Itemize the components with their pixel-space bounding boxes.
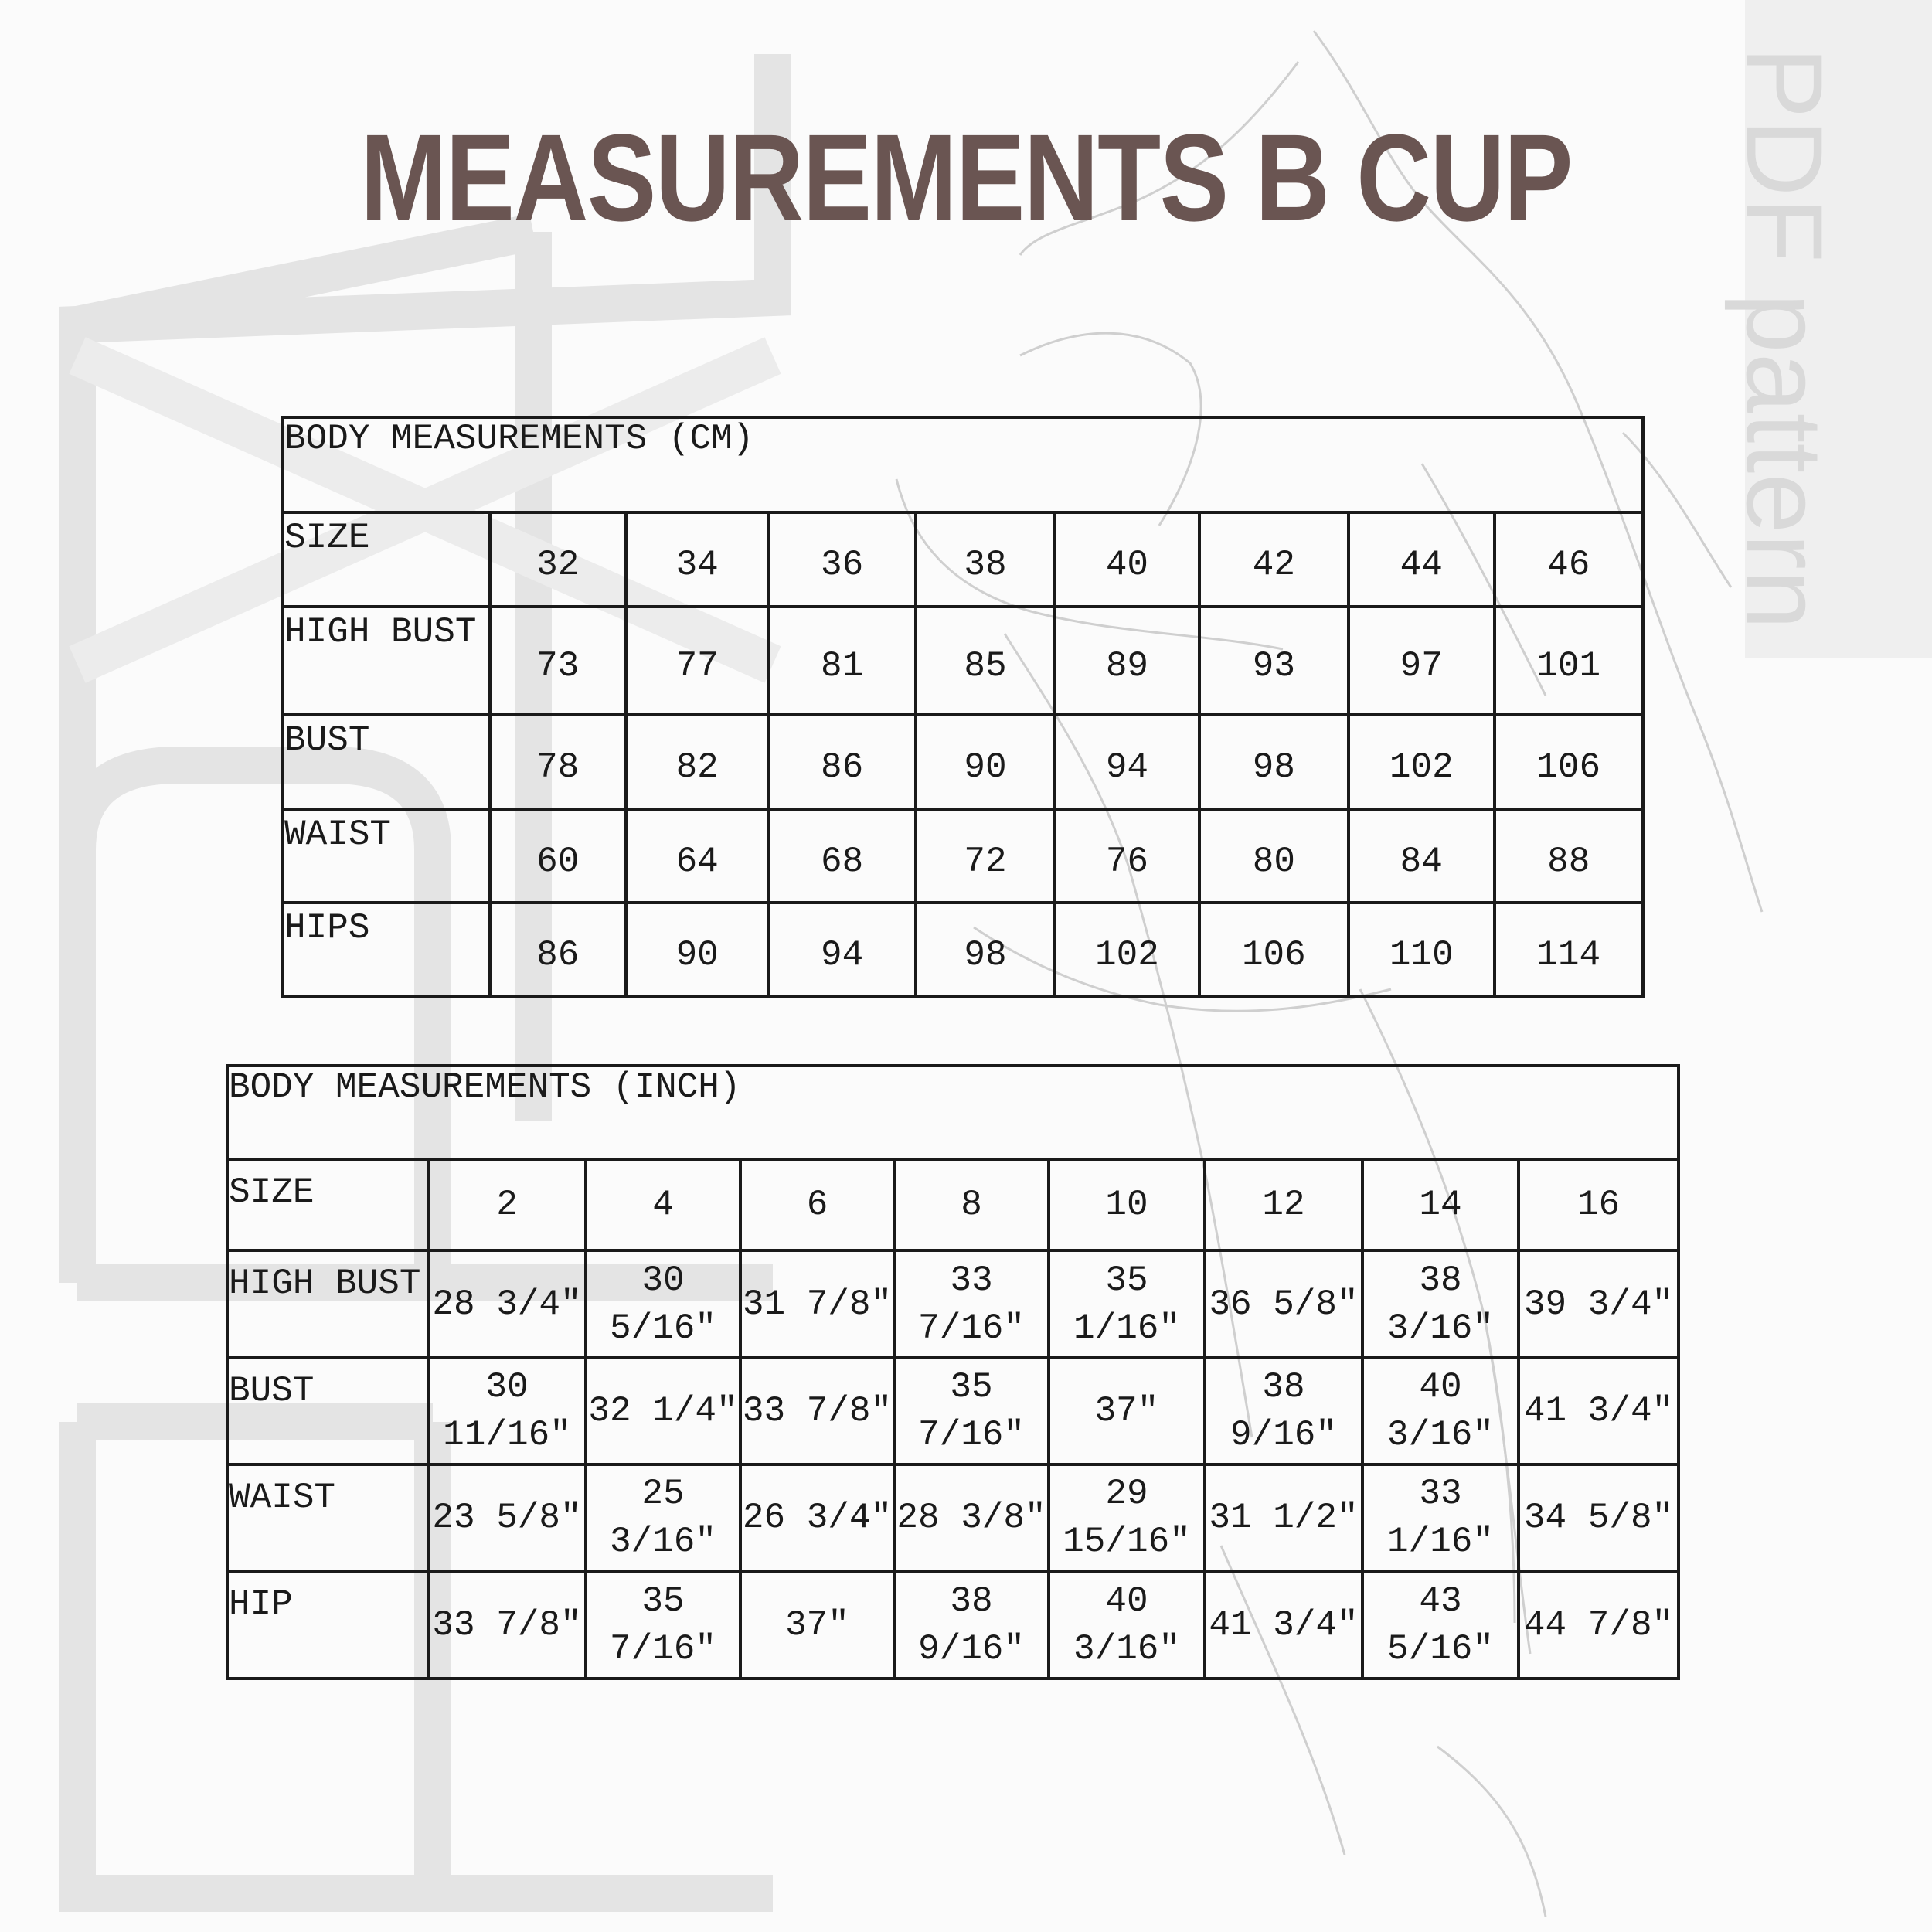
table-cell: 30 11/16"	[428, 1358, 586, 1464]
table-cell: 84	[1349, 809, 1494, 903]
table-cell: 8	[894, 1159, 1049, 1250]
table-cell: 43 5/16"	[1362, 1571, 1519, 1679]
table-cell: 25 3/16"	[586, 1464, 740, 1571]
table-cell: 64	[626, 809, 768, 903]
table-cell: 28 3/4"	[428, 1250, 586, 1358]
table-cell: 102	[1055, 903, 1199, 997]
table-cell: 82	[626, 715, 768, 809]
table-cell: 106	[1495, 715, 1644, 809]
table-cell: 90	[626, 903, 768, 997]
table-cell: 34 5/8"	[1519, 1464, 1679, 1571]
table-cell: 78	[490, 715, 626, 809]
table-cell: 44 7/8"	[1519, 1571, 1679, 1679]
table-cell: 35 1/16"	[1049, 1250, 1205, 1358]
table-cell: 37"	[1049, 1358, 1205, 1464]
table-cell: 35 7/16"	[894, 1358, 1049, 1464]
row-label-bust: BUST	[227, 1358, 428, 1464]
table-cell: 85	[916, 607, 1055, 715]
row-label-size: SIZE	[227, 1159, 428, 1250]
table-row	[283, 715, 1643, 809]
table-cell: 89	[1055, 607, 1199, 715]
table-row	[227, 1250, 1679, 1358]
row-label-waist: WAIST	[227, 1464, 428, 1571]
table-cell: 33 7/8"	[740, 1358, 894, 1464]
table-cell: 33 7/16"	[894, 1250, 1049, 1358]
table-cell: 31 1/2"	[1205, 1464, 1362, 1571]
table-cell: 33 7/8"	[428, 1571, 586, 1679]
row-label-hip: HIP	[227, 1571, 428, 1679]
table-cell: 94	[1055, 715, 1199, 809]
table-cell: 94	[768, 903, 915, 997]
table-cell: 77	[626, 607, 768, 715]
table-cell: 98	[1199, 715, 1349, 809]
table-cell: 88	[1495, 809, 1644, 903]
table-caption: BODY MEASUREMENTS (INCH)	[227, 1066, 1679, 1159]
row-label-hips: HIPS	[283, 903, 490, 997]
table-cell: 29 15/16"	[1049, 1464, 1205, 1571]
table-row	[283, 512, 1643, 607]
table-cell: 40	[1055, 512, 1199, 607]
table-cell: 72	[916, 809, 1055, 903]
table-cell: 35 7/16"	[586, 1571, 740, 1679]
row-label-bust: BUST	[283, 715, 490, 809]
table-cell: 46	[1495, 512, 1644, 607]
table-cell: 110	[1349, 903, 1494, 997]
table-cell: 31 7/8"	[740, 1250, 894, 1358]
table-row	[227, 1464, 1679, 1571]
table-cell: 38 3/16"	[1362, 1250, 1519, 1358]
table-cell: 93	[1199, 607, 1349, 715]
table-cell: 30 5/16"	[586, 1250, 740, 1358]
cm-measurements-table	[281, 416, 1645, 998]
table-cell: 42	[1199, 512, 1349, 607]
table-cell: 2	[428, 1159, 586, 1250]
table-cell: 36 5/8"	[1205, 1250, 1362, 1358]
side-banner-text: PDF pattern	[1724, 46, 1845, 630]
table-cell: 34	[626, 512, 768, 607]
table-cell: 98	[916, 903, 1055, 997]
table-cell: 12	[1205, 1159, 1362, 1250]
table-cell: 114	[1495, 903, 1644, 997]
row-label-size: SIZE	[283, 512, 490, 607]
table-cell: 10	[1049, 1159, 1205, 1250]
row-label-high-bust: HIGH BUST	[227, 1250, 428, 1358]
table-cell: 76	[1055, 809, 1199, 903]
inch-measurements-table	[226, 1064, 1680, 1680]
table-cell: 32 1/4"	[586, 1358, 740, 1464]
table-cell: 41 3/4"	[1519, 1358, 1679, 1464]
table-caption: BODY MEASUREMENTS (CM)	[283, 417, 1643, 512]
table-cell: 37"	[740, 1571, 894, 1679]
table-cell: 41 3/4"	[1205, 1571, 1362, 1679]
table-row	[227, 1358, 1679, 1464]
table-row	[227, 1571, 1679, 1679]
table-cell: 97	[1349, 607, 1494, 715]
table-cell: 86	[490, 903, 626, 997]
table-cell: 44	[1349, 512, 1494, 607]
table-cell: 68	[768, 809, 915, 903]
table-cell: 38	[916, 512, 1055, 607]
table-cell: 16	[1519, 1159, 1679, 1250]
table-cell: 106	[1199, 903, 1349, 997]
row-label-high-bust: HIGH BUST	[283, 607, 490, 715]
table-cell: 40 3/16"	[1049, 1571, 1205, 1679]
row-label-waist: WAIST	[283, 809, 490, 903]
table-row	[283, 809, 1643, 903]
table-cell: 23 5/8"	[428, 1464, 586, 1571]
table-cell: 28 3/8"	[894, 1464, 1049, 1571]
table-cell: 90	[916, 715, 1055, 809]
table-cell: 26 3/4"	[740, 1464, 894, 1571]
table-cell: 36	[768, 512, 915, 607]
table-cell: 80	[1199, 809, 1349, 903]
table-cell: 33 1/16"	[1362, 1464, 1519, 1571]
table-cell: 38 9/16"	[1205, 1358, 1362, 1464]
table-cell: 81	[768, 607, 915, 715]
table-cell: 60	[490, 809, 626, 903]
table-cell: 40 3/16"	[1362, 1358, 1519, 1464]
table-row	[227, 1159, 1679, 1250]
table-cell: 6	[740, 1159, 894, 1250]
table-cell: 73	[490, 607, 626, 715]
table-cell: 38 9/16"	[894, 1571, 1049, 1679]
table-row	[283, 903, 1643, 997]
page-title: MEASUREMENTS B CUP	[360, 108, 1572, 247]
table-cell: 86	[768, 715, 915, 809]
table-row	[283, 607, 1643, 715]
table-cell: 102	[1349, 715, 1494, 809]
table-cell: 14	[1362, 1159, 1519, 1250]
table-cell: 4	[586, 1159, 740, 1250]
table-cell: 32	[490, 512, 626, 607]
table-cell: 101	[1495, 607, 1644, 715]
table-cell: 39 3/4"	[1519, 1250, 1679, 1358]
